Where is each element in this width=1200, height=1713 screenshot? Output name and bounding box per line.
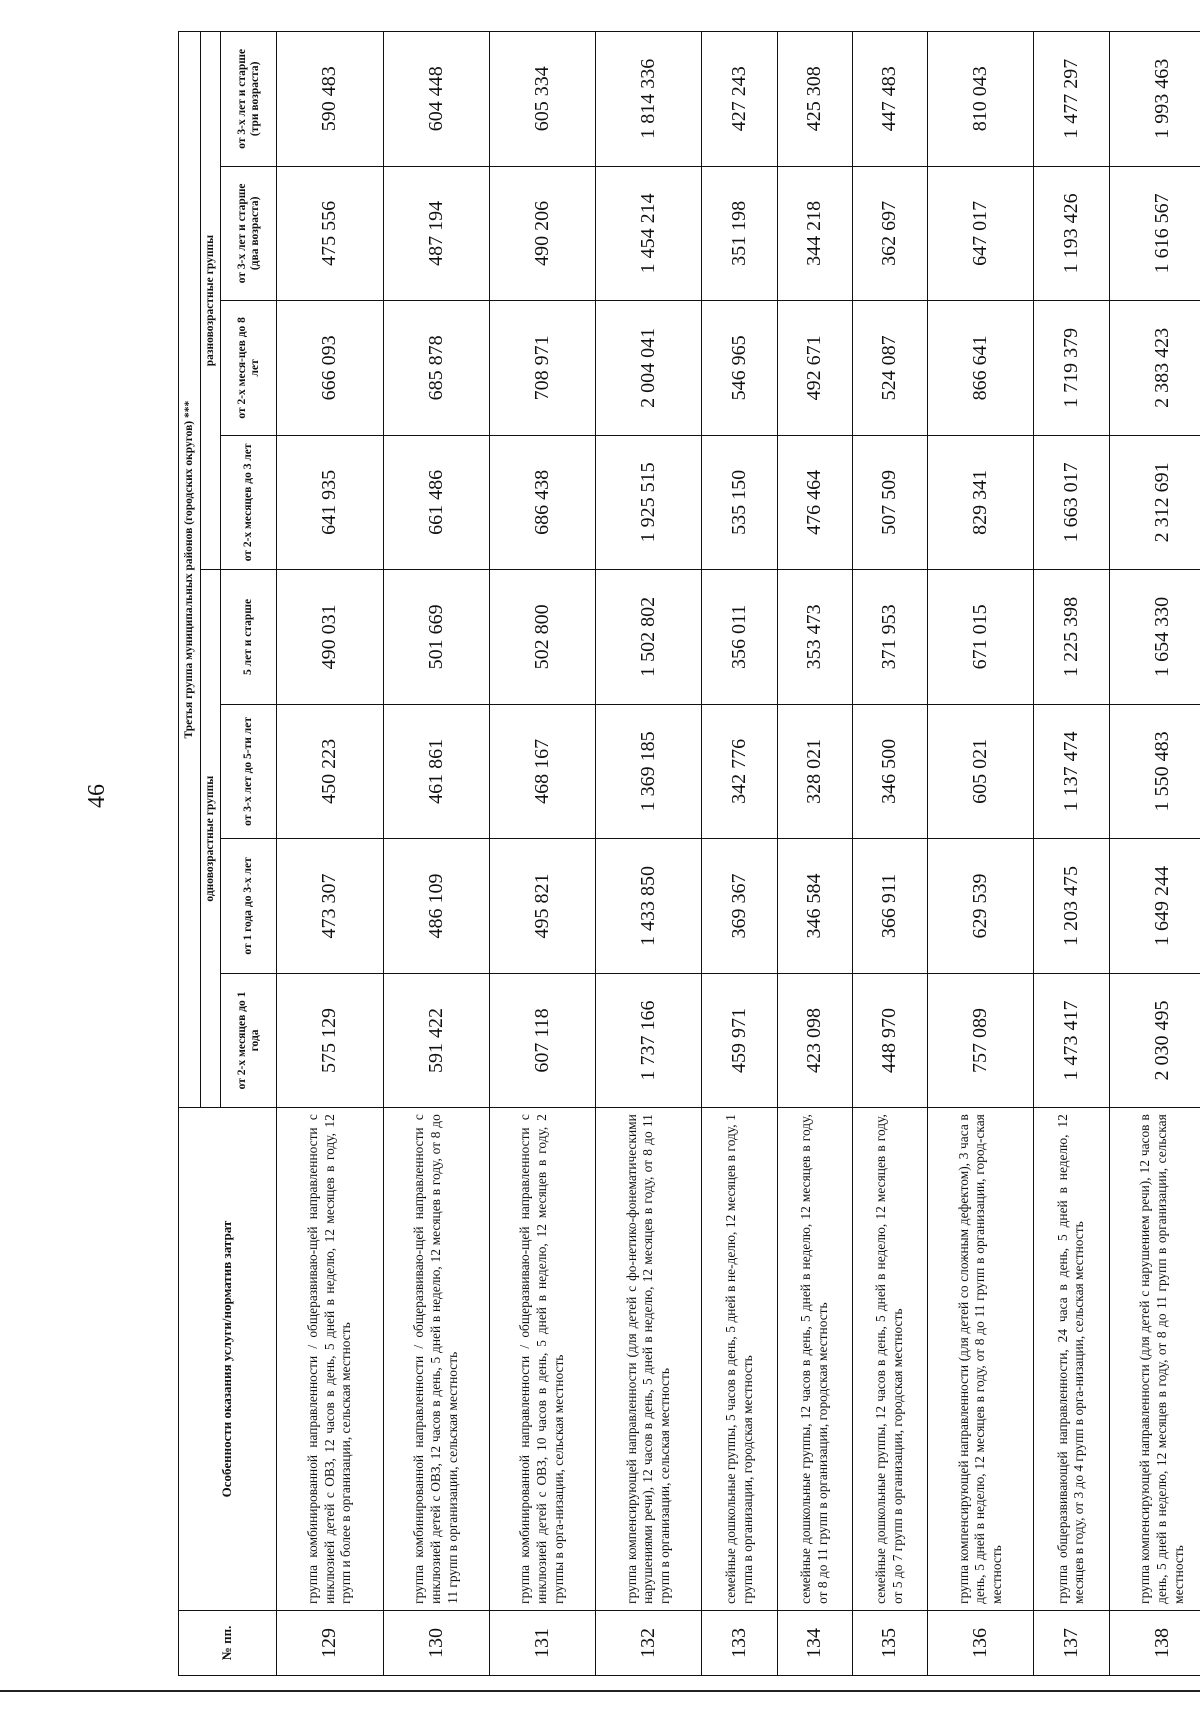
row-value: 590 483 (277, 32, 383, 167)
row-value: 546 965 (702, 301, 777, 436)
table-row (596, 32, 702, 1676)
row-number: 129 (277, 1610, 383, 1675)
row-value: 495 821 (489, 839, 595, 974)
row-description: группа компенсирующей направленности (для детей с фо-нетико-фонематическими нарушениями речи), 12 часов в день, 5 дней в неделю, 12 месяцев в году, от 8 до 11 групп в организации, сельская местность (596, 1108, 702, 1611)
header-sub: от 3-х лет и старше (три возраста) (221, 32, 277, 167)
row-description: группа общеразвивающей направленности, 24 часа в день, 5 дней в неделю, 12 месяцев в году, от 3 до 4 групп в орга-низации, сельская местность (1034, 1108, 1109, 1611)
row-value: 473 307 (277, 839, 383, 974)
row-value: 468 167 (489, 704, 595, 839)
row-value: 487 194 (383, 166, 489, 301)
row-value: 1 649 244 (1109, 839, 1200, 974)
header-sub: от 1 года до 3-х лет (221, 839, 277, 974)
row-value: 757 089 (928, 973, 1034, 1108)
row-description: семейные дошкольные группы, 12 часов в день, 5 дней в неделю, 12 месяцев в году, от 5 до 7 групп в организации, городская местность (852, 1108, 927, 1611)
row-value: 1 502 802 (596, 570, 702, 705)
row-value: 486 109 (383, 839, 489, 974)
row-value: 604 448 (383, 32, 489, 167)
row-description: группа компенсирующей направленности (для детей с нарушением речи), 12 часов в день, 5 дней в неделю, 12 месяцев в году, от 8 до 11 групп в организации, сельская местность (1109, 1108, 1200, 1611)
table-row (702, 32, 777, 1676)
row-value: 328 021 (777, 704, 852, 839)
row-description: группа компенсирующей направленности (для детей со сложным дефектом), 3 часа в день, 5 дней в неделю, 12 месяцев в году, от 8 до 11 групп в организации, город-ская местность (928, 1108, 1034, 1611)
table-row (1109, 32, 1200, 1676)
row-value: 2 383 423 (1109, 301, 1200, 436)
table-row (777, 32, 852, 1676)
row-value: 629 539 (928, 839, 1034, 974)
row-value: 459 971 (702, 973, 777, 1108)
row-value: 447 483 (852, 32, 927, 167)
row-number: 138 (1109, 1610, 1200, 1675)
row-value: 450 223 (277, 704, 383, 839)
row-value: 423 098 (777, 973, 852, 1108)
header-sub: от 2-х месяцев до 3 лет (221, 435, 277, 570)
row-value: 2 004 041 (596, 301, 702, 436)
row-number: 133 (702, 1610, 777, 1675)
row-value: 371 953 (852, 570, 927, 705)
row-value: 501 669 (383, 570, 489, 705)
row-number: 131 (489, 1610, 595, 1675)
row-value: 1 616 567 (1109, 166, 1200, 301)
row-value: 1 737 166 (596, 973, 702, 1108)
row-value: 1 663 017 (1034, 435, 1109, 570)
row-number: 134 (777, 1610, 852, 1675)
row-value: 1 369 185 (596, 704, 702, 839)
row-value: 708 971 (489, 301, 595, 436)
row-value: 685 878 (383, 301, 489, 436)
row-value: 1 193 426 (1034, 166, 1109, 301)
row-value: 829 341 (928, 435, 1034, 570)
table-row (277, 32, 383, 1676)
row-value: 2 030 495 (1109, 973, 1200, 1108)
row-value: 1 225 398 (1034, 570, 1109, 705)
row-value: 502 800 (489, 570, 595, 705)
row-value: 1 473 417 (1034, 973, 1109, 1108)
header-sub: от 2-х меся-цев до 8 лет (221, 301, 277, 436)
row-number: 132 (596, 1610, 702, 1675)
row-value: 362 697 (852, 166, 927, 301)
page-number: 46 (84, 784, 110, 808)
row-value: 476 464 (777, 435, 852, 570)
row-number: 130 (383, 1610, 489, 1675)
row-value: 490 206 (489, 166, 595, 301)
row-value: 591 422 (383, 973, 489, 1108)
row-value: 490 031 (277, 570, 383, 705)
page-edge-line (0, 1690, 1200, 1692)
row-value: 1 433 850 (596, 839, 702, 974)
row-value: 356 011 (702, 570, 777, 705)
row-value: 866 641 (928, 301, 1034, 436)
row-value: 605 334 (489, 32, 595, 167)
table-row (852, 32, 927, 1676)
row-value: 1 137 474 (1034, 704, 1109, 839)
row-number: 136 (928, 1610, 1034, 1675)
row-description: группа комбинированной направленности / общеразвиваю-щей направленности с инклюзией детей с ОВЗ, 10 часов в день, 5 дней в неделю, 12 месяцев в году, 2 группы в орга-низации, сельская местность (489, 1108, 595, 1611)
header-mixed-age: разновозрастные группы (201, 32, 221, 570)
row-value: 1 477 297 (1034, 32, 1109, 167)
row-description: семейные дошкольные группы, 5 часов в день, 5 дней в не-делю, 12 месяцев в году, 1 группа в организации, городская местность (702, 1108, 777, 1611)
header-same-age: одновозрастные группы (201, 570, 221, 1108)
row-value: 575 129 (277, 973, 383, 1108)
tariff-table (178, 31, 1200, 1676)
row-value: 1 925 515 (596, 435, 702, 570)
header-sub: от 3-х лет и старше (два возраста) (221, 166, 277, 301)
row-value: 448 970 (852, 973, 927, 1108)
row-value: 666 093 (277, 301, 383, 436)
header-no: № пп. (179, 1610, 277, 1675)
row-value: 607 118 (489, 973, 595, 1108)
header-sub: от 2-х месяцев до 1 года (221, 973, 277, 1108)
header-group-title: Третья группа муниципальных районов (городских округов) *** (179, 32, 201, 1108)
row-value: 661 486 (383, 435, 489, 570)
row-value: 461 861 (383, 704, 489, 839)
row-value: 1 814 336 (596, 32, 702, 167)
row-value: 671 015 (928, 570, 1034, 705)
row-value: 344 218 (777, 166, 852, 301)
row-value: 507 509 (852, 435, 927, 570)
row-value: 1 454 214 (596, 166, 702, 301)
row-value: 1 993 463 (1109, 32, 1200, 167)
row-value: 535 150 (702, 435, 777, 570)
row-value: 366 911 (852, 839, 927, 974)
row-value: 351 198 (702, 166, 777, 301)
row-value: 810 043 (928, 32, 1034, 167)
row-value: 342 776 (702, 704, 777, 839)
row-value: 524 087 (852, 301, 927, 436)
row-value: 492 671 (777, 301, 852, 436)
row-value: 1 550 483 (1109, 704, 1200, 839)
tariff-table-rotated (178, 31, 1200, 1676)
row-value: 641 935 (277, 435, 383, 570)
row-value: 475 556 (277, 166, 383, 301)
row-number: 137 (1034, 1610, 1109, 1675)
row-value: 425 308 (777, 32, 852, 167)
row-value: 647 017 (928, 166, 1034, 301)
row-value: 346 584 (777, 839, 852, 974)
row-description: группа комбинированной направленности / общеразвиваю-щей направленности с инклюзией детей с ОВЗ, 12 часов в день, 5 дней в неделю, 12 месяцев в году, 12 групп и более в организации, сельская местность (277, 1108, 383, 1611)
row-value: 1 654 330 (1109, 570, 1200, 705)
row-number: 135 (852, 1610, 927, 1675)
table-row (383, 32, 489, 1676)
row-value: 427 243 (702, 32, 777, 167)
row-value: 369 367 (702, 839, 777, 974)
table-row (1034, 32, 1109, 1676)
table-row (489, 32, 595, 1676)
row-value: 605 021 (928, 704, 1034, 839)
header-sub: 5 лет и старше (221, 570, 277, 705)
table-row (928, 32, 1034, 1676)
row-value: 1 203 475 (1034, 839, 1109, 974)
row-value: 2 312 691 (1109, 435, 1200, 570)
row-value: 346 500 (852, 704, 927, 839)
header-description: Особенности оказания услуги/норматив затрат (179, 1108, 277, 1611)
row-value: 353 473 (777, 570, 852, 705)
header-sub: от 3-х лет до 5-ти лет (221, 704, 277, 839)
row-value: 1 719 379 (1034, 301, 1109, 436)
row-description: группа комбинированной направленности / общеразвиваю-щей направленности с инклюзией детей с ОВЗ, 12 часов в день, 5 дней в неделю, 12 месяцев в году, от 8 до 11 групп в организации, сельская местность (383, 1108, 489, 1611)
row-description: семейные дошкольные группы, 12 часов в день, 5 дней в неделю, 12 месяцев в году, от 8 до 11 групп в организации, городская местность (777, 1108, 852, 1611)
row-value: 686 438 (489, 435, 595, 570)
